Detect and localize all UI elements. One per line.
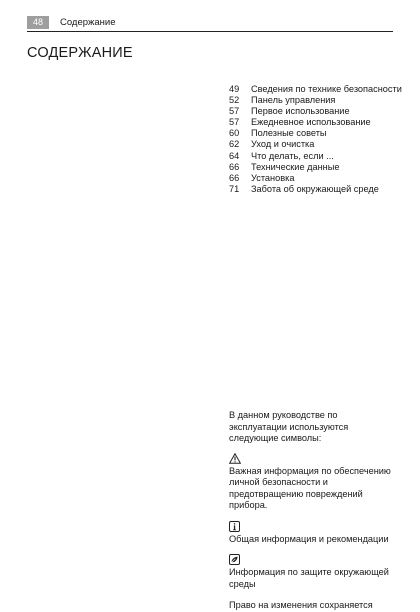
toc-item[interactable]: [229, 117, 409, 128]
toc-label: Забота об окружающей среде: [251, 183, 379, 194]
toc-label: Ежедневное использование: [251, 117, 371, 128]
toc-label: Сведения по технике безопасности: [251, 84, 402, 94]
header-section-title: Содержание: [60, 17, 116, 28]
environment-block: [229, 554, 397, 590]
info-text: Общая информация и рекомендации: [229, 533, 389, 544]
environment-icon: [229, 554, 397, 565]
toc-page-number: 60: [229, 128, 240, 139]
environment-text: Информация по защите окружающей среды: [229, 567, 389, 589]
toc-label: Технические данные: [251, 161, 340, 172]
toc-item[interactable]: [229, 173, 409, 184]
warning-text: Важная информация по обеспечению личной безопасности и предотвращению повреждений прибора.: [229, 465, 391, 510]
toc-page-number: 52: [229, 95, 240, 106]
toc-page-number: 66: [229, 161, 240, 172]
toc-page-number: 71: [229, 183, 240, 194]
toc-label: Первое использование: [251, 106, 350, 117]
warning-triangle-icon: [229, 453, 397, 464]
toc-page-number: 57: [229, 106, 240, 117]
toc-item[interactable]: [229, 151, 409, 162]
rights-note: Право на изменения сохраняется: [229, 600, 373, 610]
toc-page-number: 49: [229, 84, 240, 94]
toc-item[interactable]: [229, 84, 409, 95]
toc-label: Панель управления: [251, 95, 336, 106]
toc-item[interactable]: [229, 162, 409, 173]
toc-item[interactable]: [229, 95, 409, 106]
info-block: [229, 521, 397, 546]
symbols-intro: В данном руководстве по эксплуатации используются следующие символы:: [229, 410, 349, 443]
table-of-contents: [229, 84, 409, 195]
info-icon: [229, 521, 397, 532]
toc-label: Полезные советы: [251, 128, 327, 139]
warning-block: [229, 453, 397, 512]
page-number: 48: [27, 16, 49, 29]
toc-page-number: 64: [229, 150, 240, 161]
toc-item[interactable]: [229, 139, 409, 150]
header-divider: [27, 31, 393, 32]
toc-page-number: 66: [229, 172, 240, 183]
toc-item[interactable]: [229, 184, 409, 195]
page-title: СОДЕРЖАНИЕ: [27, 45, 133, 61]
toc-page-number: 62: [229, 139, 240, 150]
toc-item[interactable]: [229, 128, 409, 139]
toc-item[interactable]: [229, 106, 409, 117]
page-header: [27, 14, 393, 32]
toc-label: Уход и очистка: [251, 139, 315, 150]
toc-label: Что делать, если ...: [251, 150, 334, 161]
toc-label: Установка: [251, 172, 295, 183]
symbols-legend: [229, 410, 397, 612]
toc-page-number: 57: [229, 117, 240, 128]
